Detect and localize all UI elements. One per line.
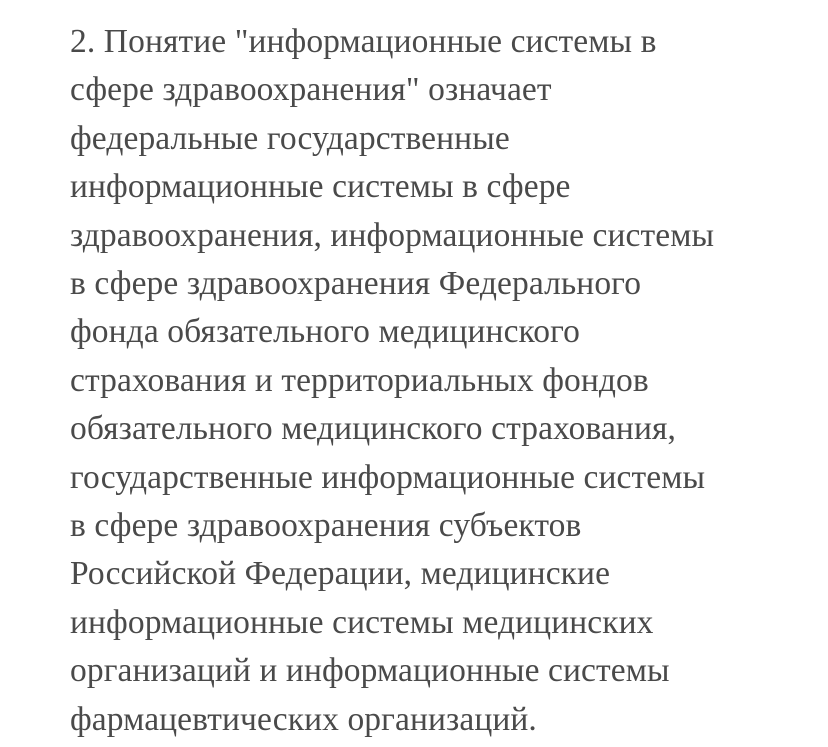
paragraph-line: фонда обязательного медицинского (70, 313, 580, 351)
law-paragraph (70, 18, 810, 744)
paragraph-line: 2. Понятие "информационные системы в (70, 23, 657, 60)
paragraph-line: государственные информационные системы (70, 458, 706, 496)
paragraph-line: страхования и территориальных фондов (70, 361, 649, 399)
paragraph-line: Российской Федерации, медицинские (70, 555, 611, 593)
paragraph-line: федеральные государственные (70, 119, 510, 157)
paragraph-line: фармацевтических организаций. (70, 700, 537, 738)
paragraph-line: в сфере здравоохранения субъектов (70, 507, 582, 545)
paragraph-line: здравоохранения, информационные системы (70, 216, 715, 254)
paragraph-line: сфере здравоохранения" означает (70, 71, 552, 109)
paragraph-line: обязательного медицинского страхования, (70, 410, 676, 448)
paragraph-line: организаций и информационные системы (70, 652, 670, 690)
paragraph-line: в сфере здравоохранения Федерального (70, 265, 642, 303)
paragraph-line: информационные системы в сфере (70, 168, 571, 206)
paragraph-line: информационные системы медицинских (70, 603, 654, 641)
